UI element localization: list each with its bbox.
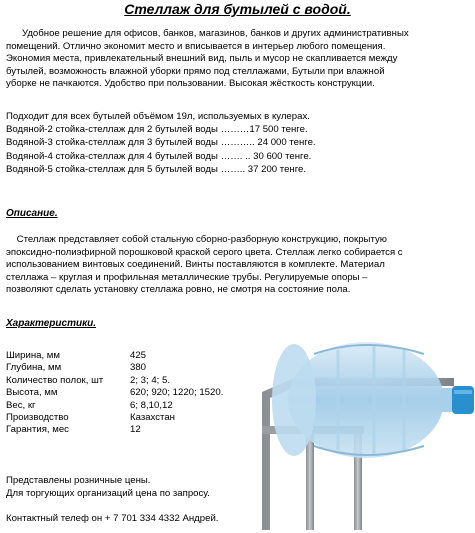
- description-line: Стеллаж представляет собой стальную сборно-разборную конструкцию, покрытую: [6, 234, 387, 245]
- spec-key: Производство: [6, 412, 69, 424]
- product-price-list: [6, 110, 316, 176]
- spec-row: [6, 375, 223, 387]
- bottle-rack-image: [254, 330, 475, 530]
- intro-paragraph: [6, 28, 468, 91]
- specs-heading: Характеристики.: [6, 318, 97, 329]
- spec-row: [6, 387, 223, 399]
- spec-value: 380: [130, 362, 147, 374]
- price-list-intro: Подходит для всех бутылей объёмом 19л, используемых в кулерах.: [6, 111, 310, 122]
- price-item-3: Водяной-3 стойка-стеллаж для 3 бутылей воды ……….. 24 000 тенге.: [6, 137, 316, 149]
- spec-row: [6, 400, 223, 412]
- intro-line: бутылей, возможность влажной уборки прямо под стеллажами, Бутыли при влажной: [6, 65, 385, 77]
- contact-line: Контактный телеф он + 7 701 334 4332 Андрей.: [6, 513, 219, 524]
- intro-line: помещений. Отлично экономит место и вписывается в интерьер любого помещения.: [6, 40, 386, 52]
- spec-value: 6; 8,10,12: [130, 399, 173, 411]
- spec-row: [6, 424, 223, 436]
- spec-key: Количество полок, шт: [6, 374, 104, 386]
- spec-value: Казахстан: [130, 412, 175, 424]
- intro-line: Экономия места, привлекательный внешний вид, пыль и мусор не скапливается между: [6, 53, 398, 65]
- specs-table: [6, 350, 223, 437]
- spec-key: Ширина, мм: [6, 350, 61, 361]
- spec-key: Гарантия, мес: [6, 424, 69, 436]
- spec-value: 620; 920; 1220; 1520.: [130, 387, 224, 399]
- retail-note: Представлены розничные цены.: [6, 475, 151, 486]
- spec-key: Глубина, мм: [6, 362, 62, 374]
- description-paragraph: [6, 234, 468, 297]
- intro-line: Удобное решение для офисов, банков, магазинов, банков и других административных: [6, 28, 409, 39]
- spec-key: Высота, мм: [6, 387, 58, 399]
- spec-value: 425: [130, 350, 147, 361]
- description-line: эпоксидно-полиэфирной порошковой краской серого цвета. Стеллаж легко собирается с: [6, 246, 403, 258]
- price-item-5: Водяной-5 стойка-стеллаж для 5 бутылей воды …….. 37 200 тенге.: [6, 163, 306, 175]
- spec-key: Вес, кг: [6, 399, 36, 411]
- page-title: Стеллаж для бутылей с водой.: [124, 1, 351, 17]
- spec-row: [6, 350, 223, 362]
- footer-notes: [6, 474, 210, 500]
- wholesale-note: Для торгующих организаций цена по запросу.: [6, 488, 210, 499]
- spec-value: 2; 3; 4; 5.: [130, 374, 171, 386]
- spec-value: 12: [130, 424, 141, 436]
- description-heading: Описание.: [6, 208, 58, 219]
- price-item-4: Водяной-4 стойка-стеллаж для 4 бутылей воды ……. .. 30 600 тенге.: [6, 150, 312, 162]
- price-item-2: Водяной-2 стойка-стеллаж для 2 бутылей воды ………17 500 тенге.: [6, 124, 308, 136]
- spec-row: [6, 412, 223, 424]
- intro-line: уборке не пачкаются. Удобство при пользовании. Высокая жёсткость конструкции.: [6, 78, 375, 90]
- description-line: позволяют сделать установку стеллажа ровно, не смотря на состояние пола.: [6, 284, 351, 296]
- description-line: использованием винтовых соединений. Винты поставляются в комплекте. Материал: [6, 259, 385, 271]
- description-line: стеллажа – круглая и профильная металлические трубы. Регулируемые опоры –: [6, 271, 368, 283]
- spec-row: [6, 362, 223, 374]
